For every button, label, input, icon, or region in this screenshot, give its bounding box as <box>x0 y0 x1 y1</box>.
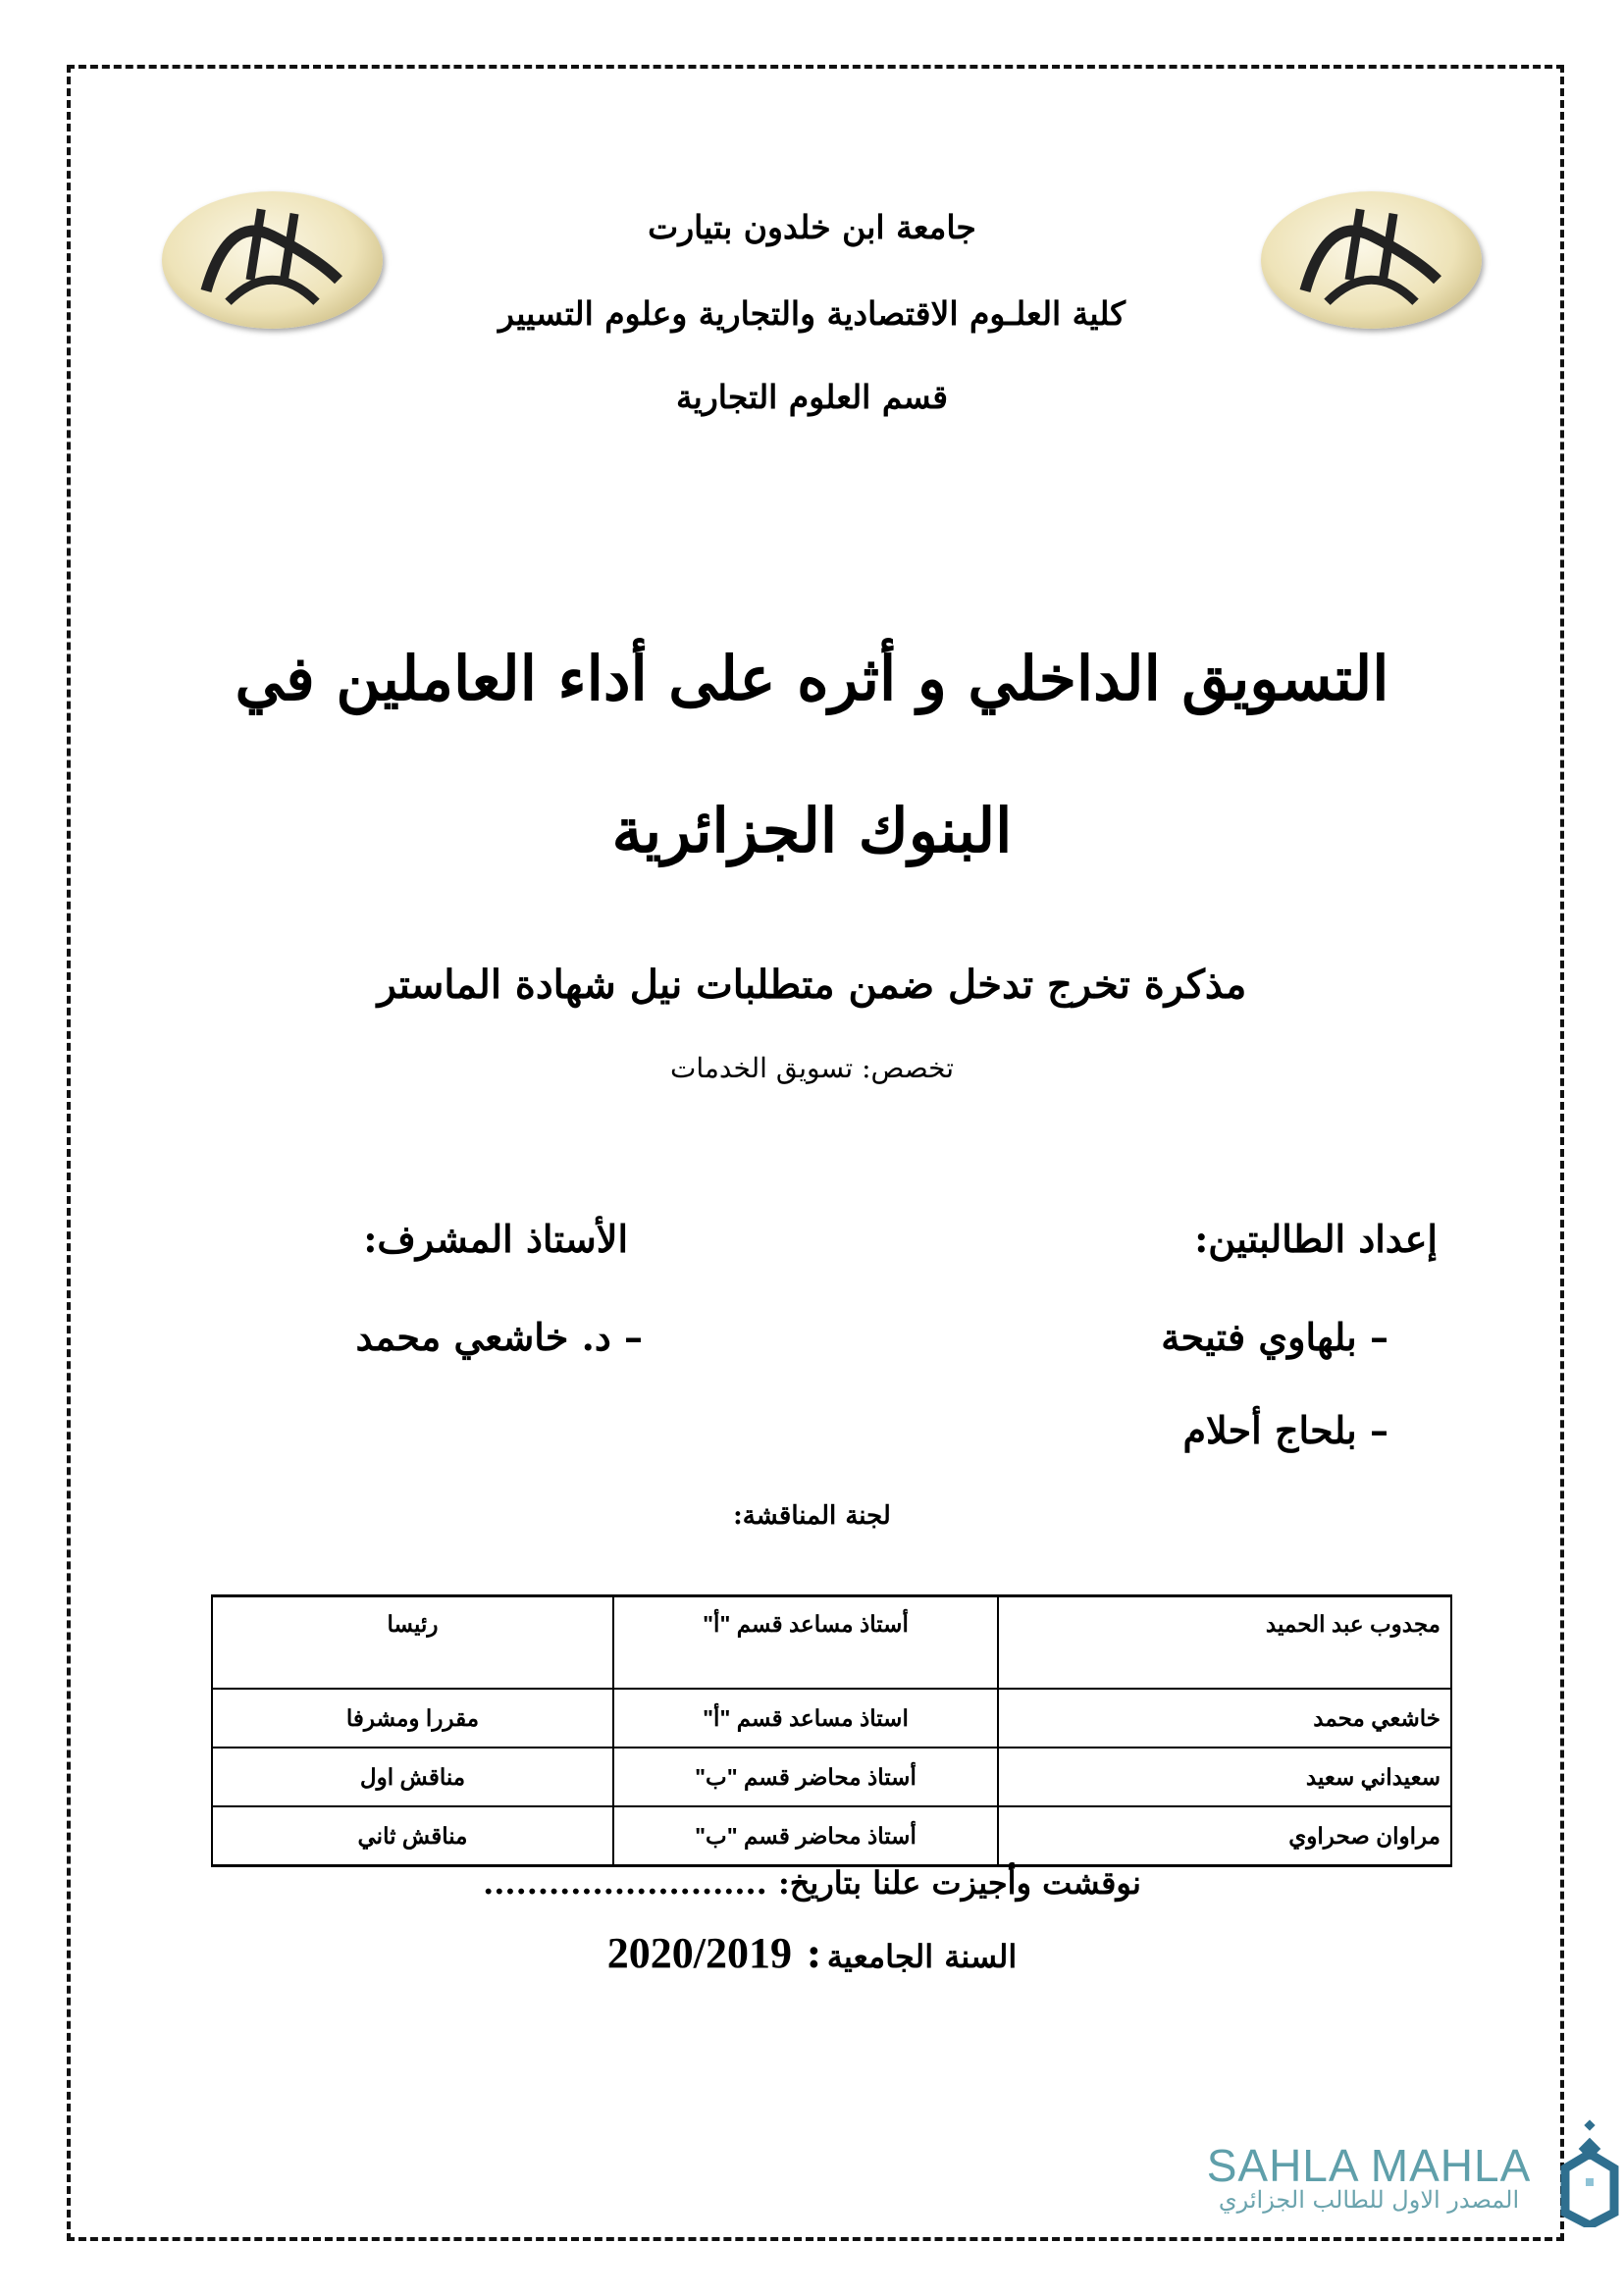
watermark <box>1182 2139 1555 2214</box>
watermark-emblem-icon <box>1560 2119 1619 2227</box>
member-name: سعيداني سعيد <box>998 1748 1451 1806</box>
member-rank: استاذ مساعد قسم "أ" <box>613 1689 998 1748</box>
member-rank: أستاذ مساعد قسم "أ" <box>613 1596 998 1690</box>
student-name-1: – بلهاوي فتيحة <box>1161 1315 1388 1359</box>
member-rank: أستاذ محاضر قسم "ب" <box>613 1748 998 1806</box>
thesis-title-line1: التسويق الداخلي و أثره على أداء العاملين في <box>235 643 1389 714</box>
table-row <box>212 1689 1451 1748</box>
defense-date: نوقشت وأجيزت علنا بتاريخ: .......................... <box>483 1864 1141 1902</box>
specialization: تخصص: تسويق الخدمات <box>669 1052 955 1084</box>
academic-year-label: السنة الجامعية <box>826 1938 1018 1975</box>
watermark-brand: SAHLA MAHLA <box>1206 2140 1532 2191</box>
academic-year: السنة الجامعية : 2020/2019 <box>606 1929 1018 1977</box>
committee-table <box>211 1594 1452 1867</box>
member-name: مراوان صحراوي <box>998 1806 1451 1866</box>
supervisor-name: – د. خاشعي محمد <box>355 1315 643 1359</box>
member-role: مناقش ثاني <box>212 1806 613 1866</box>
student-name-2: – بلحاج أحلام <box>1182 1408 1388 1452</box>
thesis-title-line2: البنوك الجزائرية <box>611 795 1013 866</box>
students-heading: إعداد الطالبتين: <box>1194 1217 1438 1261</box>
university-name: جامعة ابن خلدون بتيارت <box>648 208 976 246</box>
member-role: مقررا ومشرفا <box>212 1689 613 1748</box>
department-name: قسم العلوم التجارية <box>675 378 949 416</box>
committee-heading: لجنة المناقشة: <box>733 1501 891 1531</box>
member-role: رئيسا <box>212 1596 613 1690</box>
table-row <box>212 1596 1451 1690</box>
watermark-tagline: المصدر الاول للطالب الجزائري <box>1218 2186 1520 2214</box>
member-name: خاشعي محمد <box>998 1689 1451 1748</box>
member-name: مجدوب عبد الحميد <box>998 1596 1451 1690</box>
supervisor-heading: الأستاذ المشرف: <box>363 1217 628 1261</box>
faculty-name: كلية العلـوم الاقتصادية والتجارية وعلوم التسيير <box>498 294 1126 333</box>
table-row <box>212 1748 1451 1806</box>
member-rank: أستاذ محاضر قسم "ب" <box>613 1806 998 1866</box>
thesis-subtitle: مذكرة تخرج تدخل ضمن متطلبات نيل شهادة الماستر <box>377 962 1247 1008</box>
table-row <box>212 1806 1451 1866</box>
academic-year-value: 2020/2019 <box>606 1929 792 1977</box>
member-role: مناقش اول <box>212 1748 613 1806</box>
